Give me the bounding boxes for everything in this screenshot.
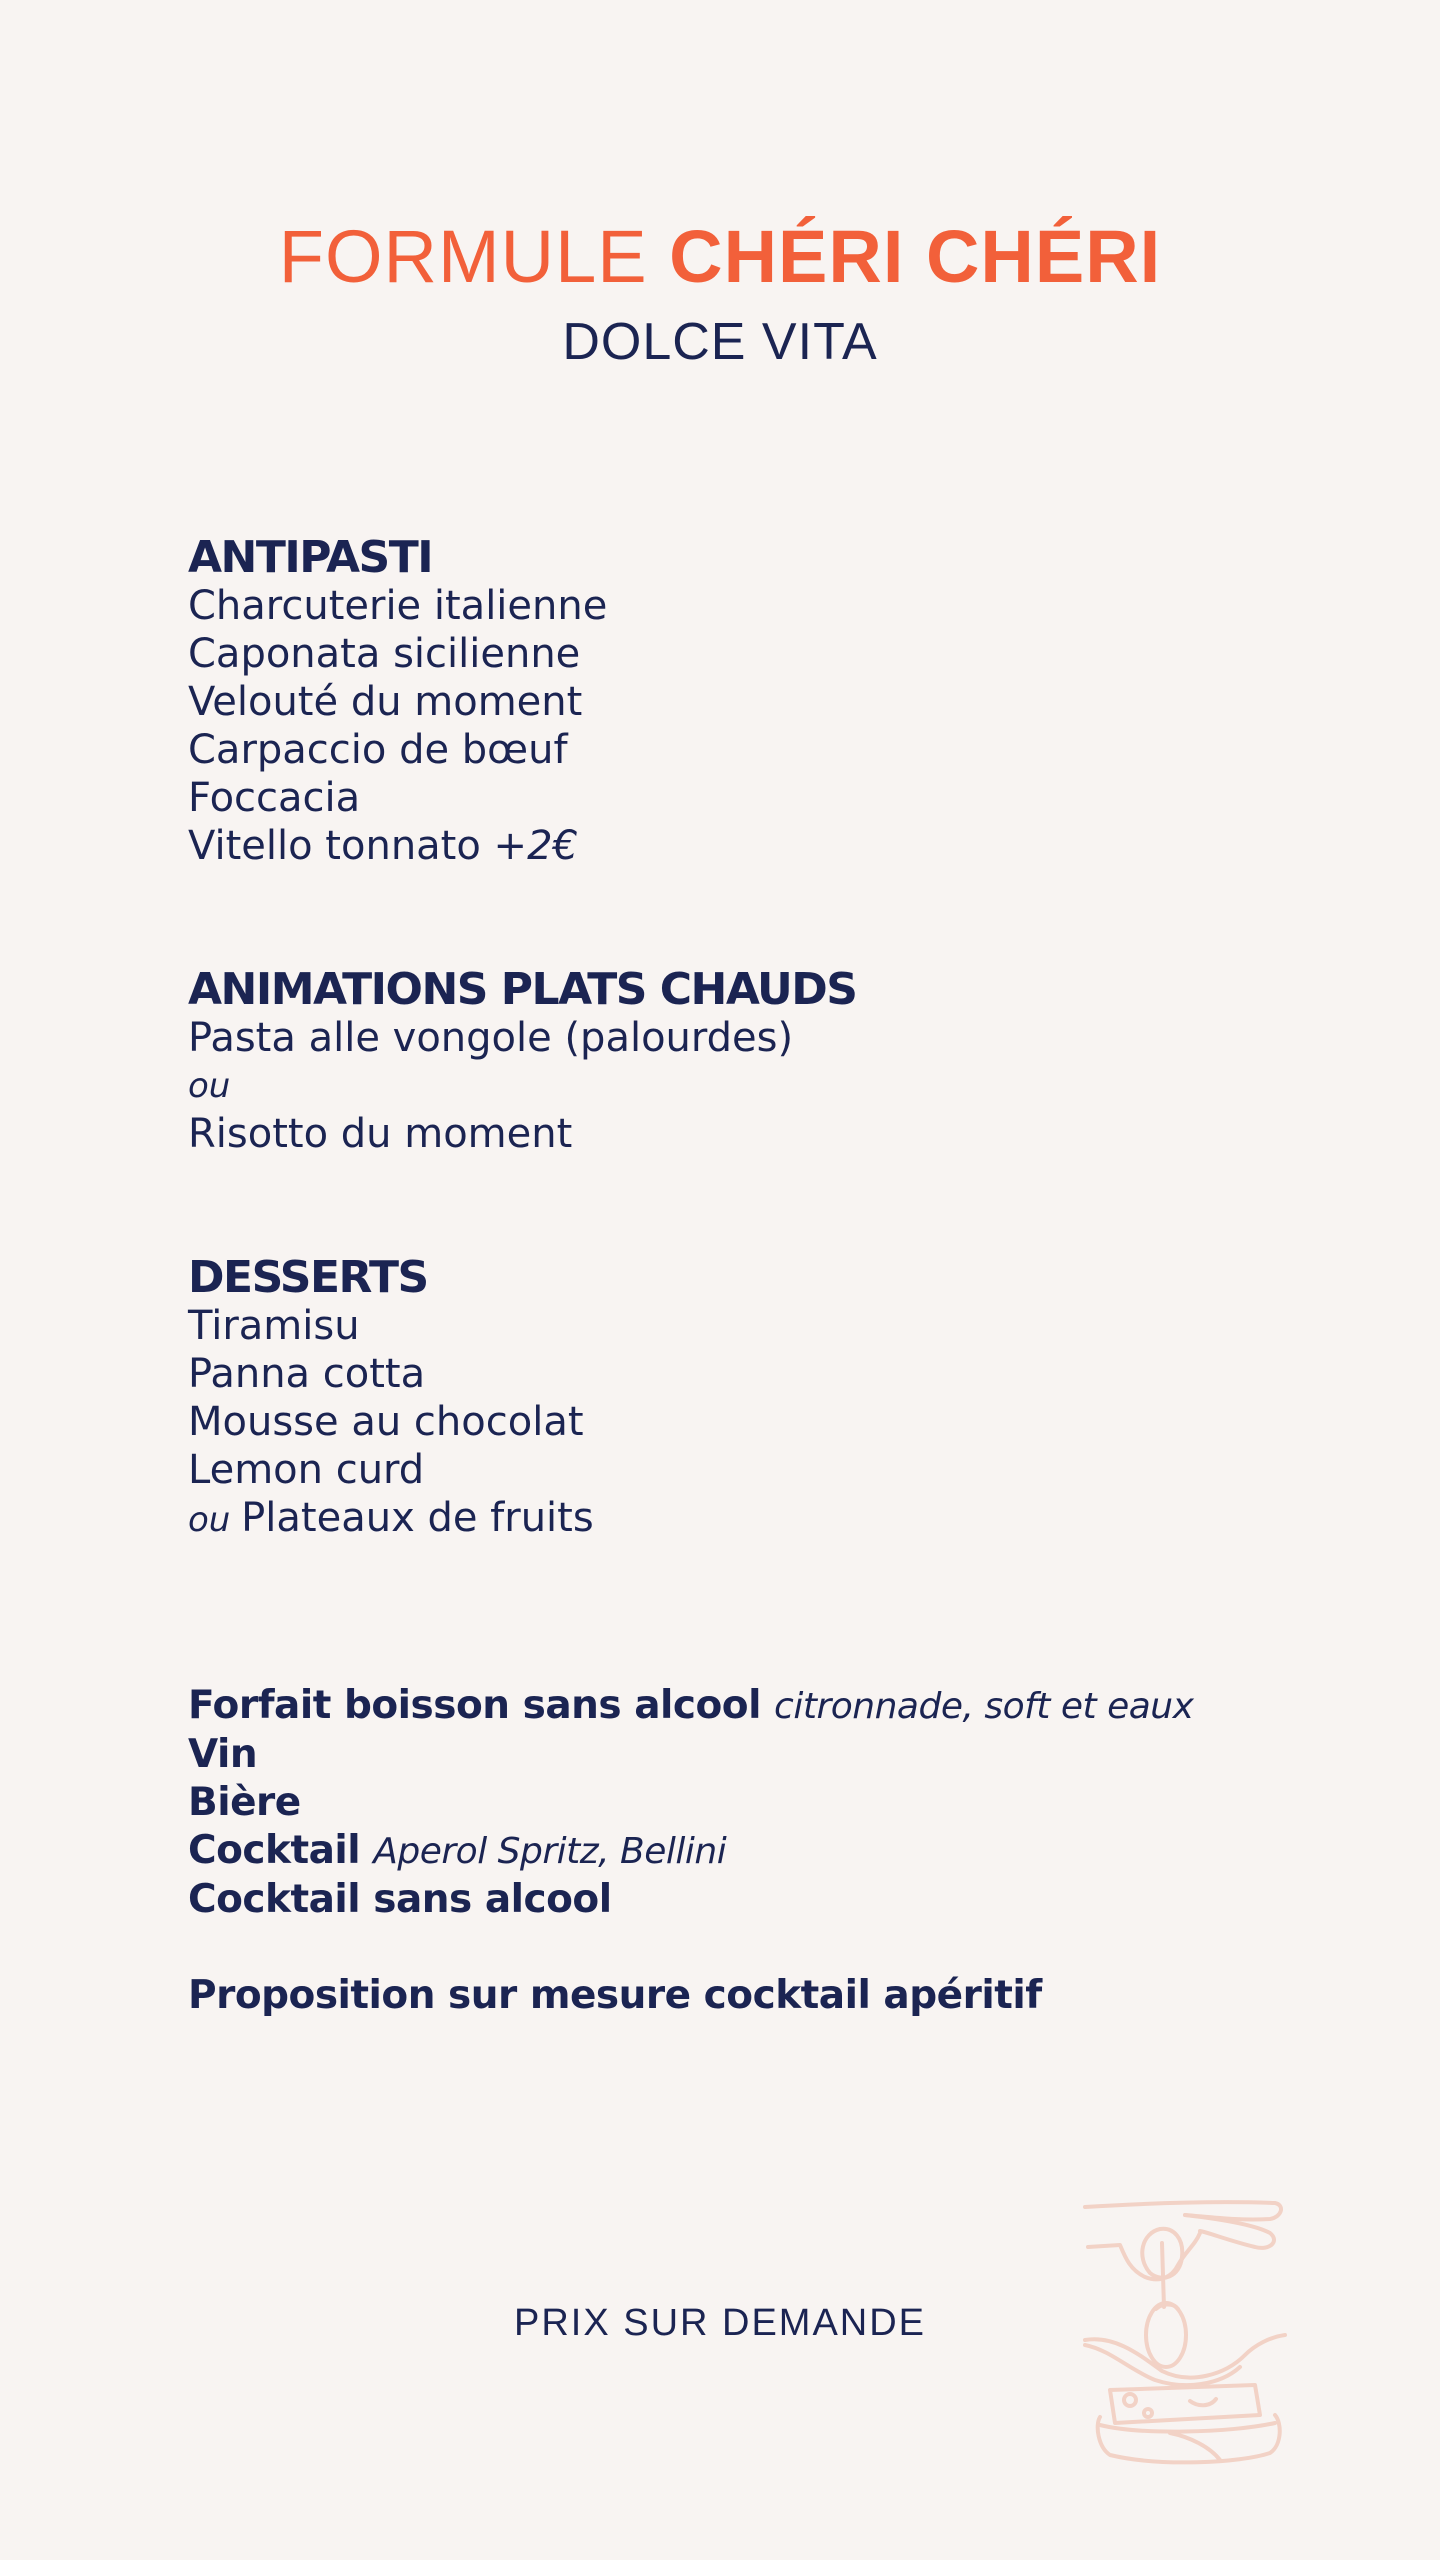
custom-cocktail-proposal: Proposition sur mesure cocktail apéritif	[188, 1973, 1042, 2018]
section-animations-plats-chauds	[188, 966, 857, 1158]
drink-item: Vin	[188, 1732, 258, 1777]
menu-item: Pasta alle vongole (palourdes)	[188, 1015, 794, 1061]
section-antipasti	[188, 534, 607, 870]
drink-item: Bière	[188, 1780, 301, 1825]
menu-item: Risotto du moment	[188, 1111, 573, 1157]
menu-item: Caponata sicilienne	[188, 631, 581, 677]
page-title	[0, 212, 1440, 302]
drink-item: Cocktail Aperol Spritz, Bellini	[188, 1828, 727, 1873]
price-on-request: PRIX SUR DEMANDE	[513, 2302, 927, 2344]
menu-item: Lemon curd	[188, 1447, 425, 1493]
or-prefix: ou	[188, 1500, 242, 1540]
section-desserts	[188, 1254, 594, 1544]
menu-item: Foccacia	[188, 775, 361, 821]
menu-item: Tiramisu	[188, 1303, 360, 1349]
olive-skewer-cheese-illustration-icon	[1070, 2185, 1310, 2465]
menu-item: Charcuterie italienne	[188, 583, 608, 629]
drinks-list	[188, 1682, 1193, 1924]
drink-description: citronnade, soft et eaux	[774, 1686, 1194, 1727]
section-heading: DESSERTS	[188, 1252, 428, 1303]
menu-item: Carpaccio de bœuf	[188, 727, 568, 773]
section-heading: ANIMATIONS PLATS CHAUDS	[188, 964, 857, 1015]
menu-item: Velouté du moment	[188, 679, 583, 725]
drink-item: Forfait boisson sans alcool citronnade, soft et eaux	[188, 1683, 1194, 1728]
menu-item: Mousse au chocolat	[188, 1399, 584, 1445]
or-separator: ou	[188, 1066, 231, 1106]
menu-item: Panna cotta	[188, 1351, 426, 1397]
page-subtitle: DOLCE VITA	[562, 313, 878, 371]
supplement-note: +2€	[493, 823, 578, 869]
section-heading: ANTIPASTI	[188, 532, 433, 583]
drink-item: Cocktail sans alcool	[188, 1877, 612, 1922]
menu-item: Vitello tonnato +2€	[188, 823, 578, 869]
menu-item: ou Plateaux de fruits	[188, 1495, 594, 1541]
drink-description: Aperol Spritz, Bellini	[373, 1831, 727, 1872]
title-cheri-cheri: CHÉRI CHÉRI	[669, 215, 1162, 298]
title-formule: FORMULE	[278, 215, 670, 298]
